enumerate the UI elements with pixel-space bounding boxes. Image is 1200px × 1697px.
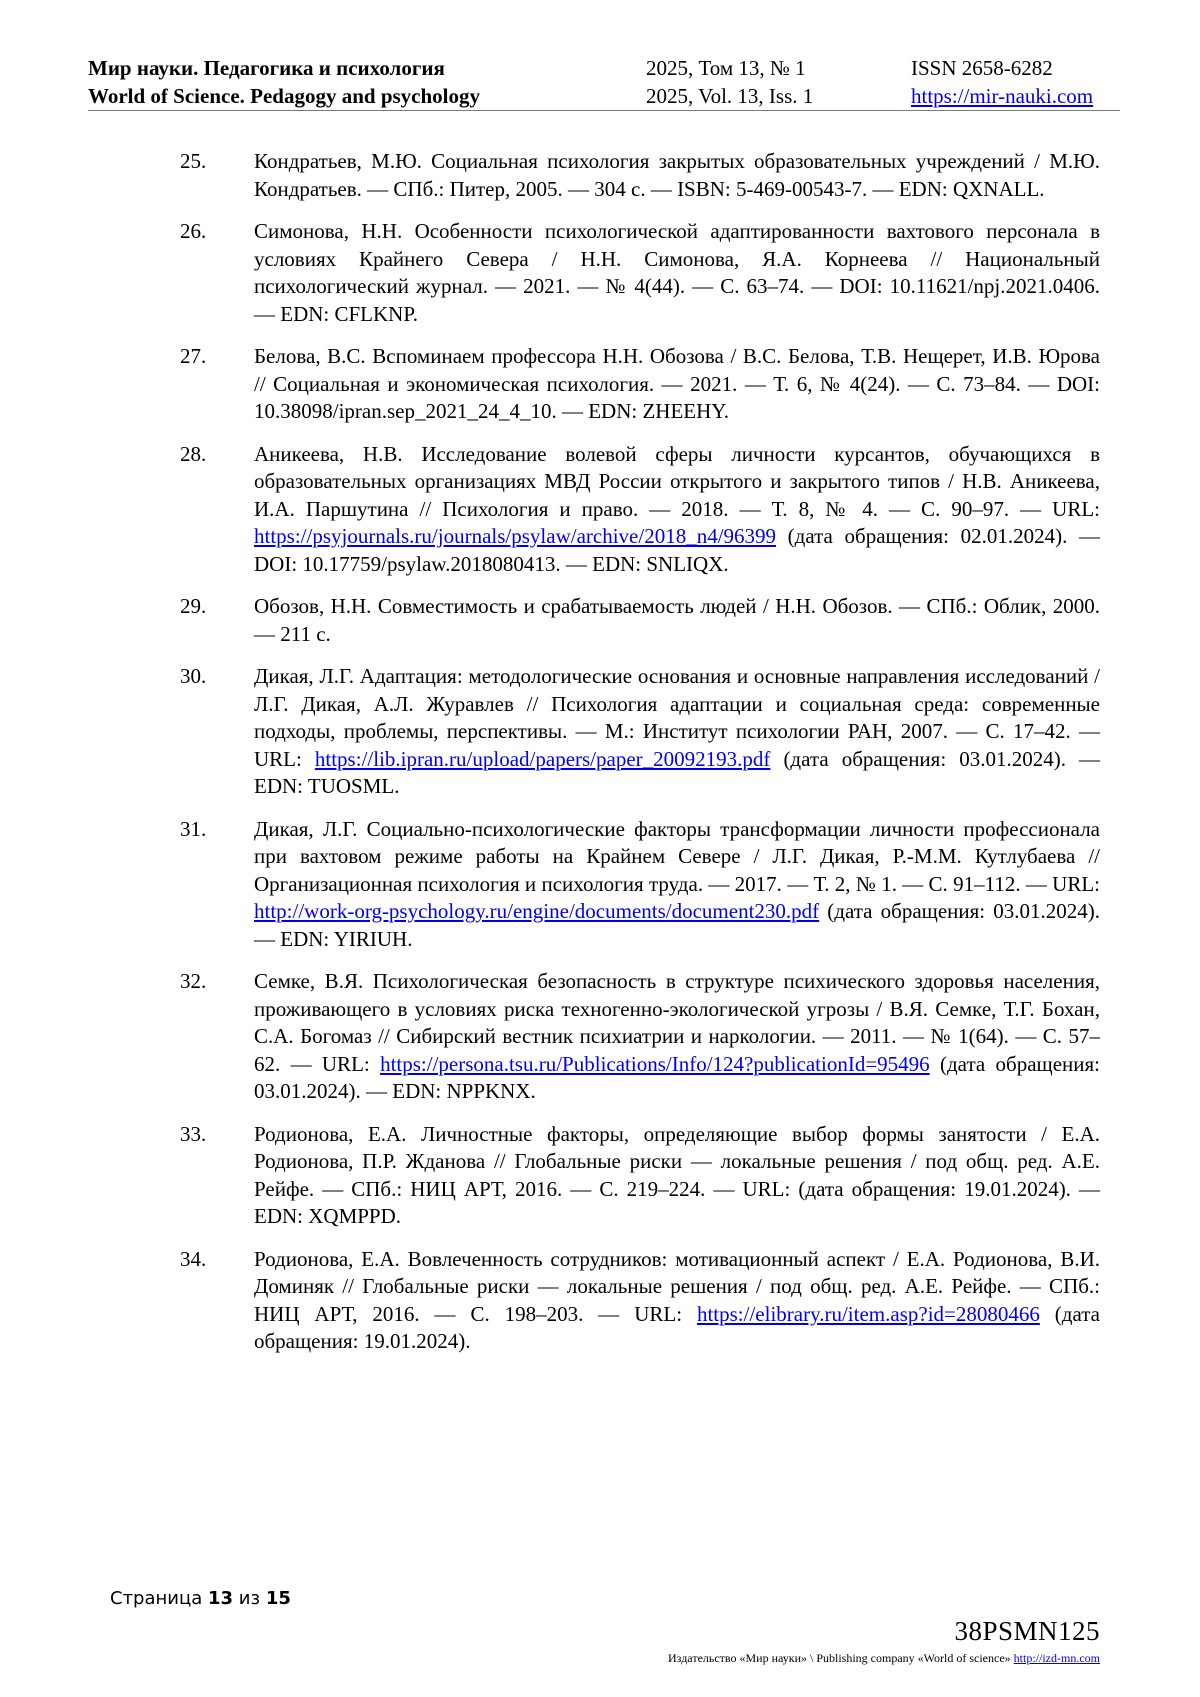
issue-en: 2025, Vol. 13, Iss. 1 (646, 84, 814, 108)
publisher-text: Издательство «Мир науки» \ Publishing company «World of science» (668, 1651, 1014, 1665)
issn-block (911, 54, 1093, 110)
reference-item (180, 816, 1100, 954)
reference-item (180, 343, 1100, 426)
reference-item (180, 593, 1100, 648)
reference-item (180, 1246, 1100, 1356)
publisher-line (668, 1651, 1100, 1666)
reference-item (180, 218, 1100, 328)
page-counter (110, 1588, 291, 1609)
reference-number: 25. (180, 149, 207, 173)
issue-info-block (646, 54, 813, 110)
reference-number: 30. (180, 664, 207, 688)
reference-text: Белова, В.С. Вспоминаем профессора Н.Н. Обозова / В.С. Белова, Т.В. Нещерет, И.В. Юрова // Социальная и экономическая психология. — 2021. — Т. 6, № 4(24). — С. 73–84. — DOI: 10.38098/ipran.sep_2021_24_4_10. — EDN: ZHEEHY. (254, 344, 1100, 423)
reference-text: Обозов, Н.Н. Совместимость и срабатываемость людей / Н.Н. Обозов. — СПб.: Облик, 2000. — 211 с. (254, 594, 1100, 646)
reference-url-link[interactable]: https://persona.tsu.ru/Publications/Info/124?publicationId=95496 (380, 1051, 930, 1076)
reference-number: 27. (180, 344, 207, 368)
page-label: Страница (110, 1588, 203, 1609)
reference-item (180, 968, 1100, 1106)
issn: ISSN 2658-6282 (911, 56, 1053, 80)
reference-item (180, 441, 1100, 579)
reference-list (180, 148, 1100, 1371)
page-current: 13 (208, 1588, 234, 1609)
issue-ru: 2025, Том 13, № 1 (646, 56, 806, 80)
journal-title-block (88, 54, 480, 110)
page-total: 15 (265, 1588, 291, 1609)
reference-url-link[interactable]: http://work-org-psychology.ru/engine/documents/document230.pdf (254, 899, 820, 923)
reference-text: Родионова, Е.А. Личностные факторы, определяющие выбор формы занятости / Е.А. Родионова, П.Р. Жданова // Глобальные риски — локальные решения / под общ. ред. А.Е. Рейфе. — СПб.: НИЦ АРТ, 2016. — С. 219–224. — URL: (дата обращения: 19.01.2024). — EDN: XQMPPD. (254, 1121, 1100, 1228)
reference-number: 31. (180, 816, 207, 841)
reference-url-link[interactable]: https://lib.ipran.ru/upload/papers/paper_20092193.pdf (314, 746, 771, 771)
reference-text: Семке, В.Я. Психологическая безопасность в структуре психического здоровья населения, проживающего в условиях риска техногенно-экологической угрозы / В.Я. Семке, Т.Г. Бохан, С.А. Богомаз // Сибирский вестник психиатрии и наркологии. — 2011. — № 1(64). — С. 57–62. — URL: https://persona.tsu.ru/Publications/Info/124?publicationId=95496 (дата обращения: 03.01.2024). — EDN: NPPKNX. (254, 969, 1100, 1103)
page-header (88, 54, 1120, 114)
page-of: из (238, 1588, 261, 1609)
reference-number: 33. (180, 1121, 207, 1146)
reference-text: Кондратьев, М.Ю. Социальная психология закрытых образовательных учреждений / М.Ю. Кондратьев. — СПб.: Питер, 2005. — 304 с. — ISBN: 5-469-00543-7. — EDN: QXNALL. (254, 149, 1100, 201)
reference-item (180, 663, 1100, 801)
reference-number: 34. (180, 1246, 207, 1271)
reference-number: 29. (180, 594, 207, 618)
reference-url-link[interactable]: https://psyjournals.ru/journals/psylaw/archive/2018_n4/96399 (254, 524, 777, 548)
article-code: 38PSMN125 (954, 1616, 1100, 1646)
journal-title-ru: Мир науки. Педагогика и психология (88, 56, 445, 80)
reference-item (180, 148, 1100, 203)
reference-text: Дикая, Л.Г. Социально-психологические факторы трансформации личности профессионала при вахтовом режиме работы на Крайнем Севере / Л.Г. Дикая, Р.-М.М. Кутлубаева // Организационная психология и психология труда. — 2017. — Т. 2, № 1. — С. 91–112. — URL: http://work-org-psychology.ru/engine/documents/document230.pdf (дата обращения: 03.01.2024). — EDN: YIRIUH. (254, 816, 1100, 951)
reference-number: 28. (180, 441, 207, 466)
reference-url-link[interactable]: https://elibrary.ru/item.asp?id=28080466 (696, 1301, 1040, 1326)
publisher-link[interactable]: http://izd-mn.com (1013, 1651, 1100, 1665)
journal-site-link[interactable]: https://mir-nauki.com (911, 84, 1094, 108)
reference-item (180, 1121, 1100, 1231)
header-divider (88, 110, 1120, 111)
reference-text: Аникеева, Н.В. Исследование волевой сферы личности курсантов, обучающихся в образовательных организациях МВД России открытого и закрытого типов / Н.В. Аникеева, И.А. Паршутина // Психология и право. — 2018. — Т. 8, № 4. — С. 90–97. — URL: https://psyjournals.ru/journals/psylaw/archive/2018_n4/96399 (дата обращения: 02.01.2024). — DOI: 10.17759/psylaw.2018080413. — EDN: SNLIQX. (254, 441, 1100, 576)
journal-title-en: World of Science. Pedagogy and psychology (88, 84, 481, 108)
reference-number: 32. (180, 969, 207, 993)
reference-number: 26. (180, 219, 207, 243)
reference-text: Дикая, Л.Г. Адаптация: методологические основания и основные направления исследований / Л.Г. Дикая, А.Л. Журавлев // Психология адаптации и социальная среда: современные подходы, проблемы, перспективы. — М.: Институт психологии РАН, 2007. — С. 17–42. — URL: https://lib.ipran.ru/upload/papers/paper_20092193.pdf (дата обращения: 03.01.2024). — EDN: TUOSML. (254, 664, 1100, 798)
reference-text: Симонова, Н.Н. Особенности психологической адаптированности вахтового персонала в условиях Крайнего Севера / Н.Н. Симонова, Я.А. Корнеева // Национальный психологический журнал. — 2021. — № 4(44). — С. 63–74. — DOI: 10.11621/npj.2021.0406. — EDN: CFLKNP. (254, 219, 1100, 326)
reference-text: Родионова, Е.А. Вовлеченность сотрудников: мотивационный аспект / Е.А. Родионова, В.И. Доминяк // Глобальные риски — локальные решения / под общ. ред. А.Е. Рейфе. — СПб.: НИЦ АРТ, 2016. — С. 198–203. — URL: https://elibrary.ru/item.asp?id=28080466 (дата обращения: 19.01.2024). (254, 1246, 1100, 1353)
